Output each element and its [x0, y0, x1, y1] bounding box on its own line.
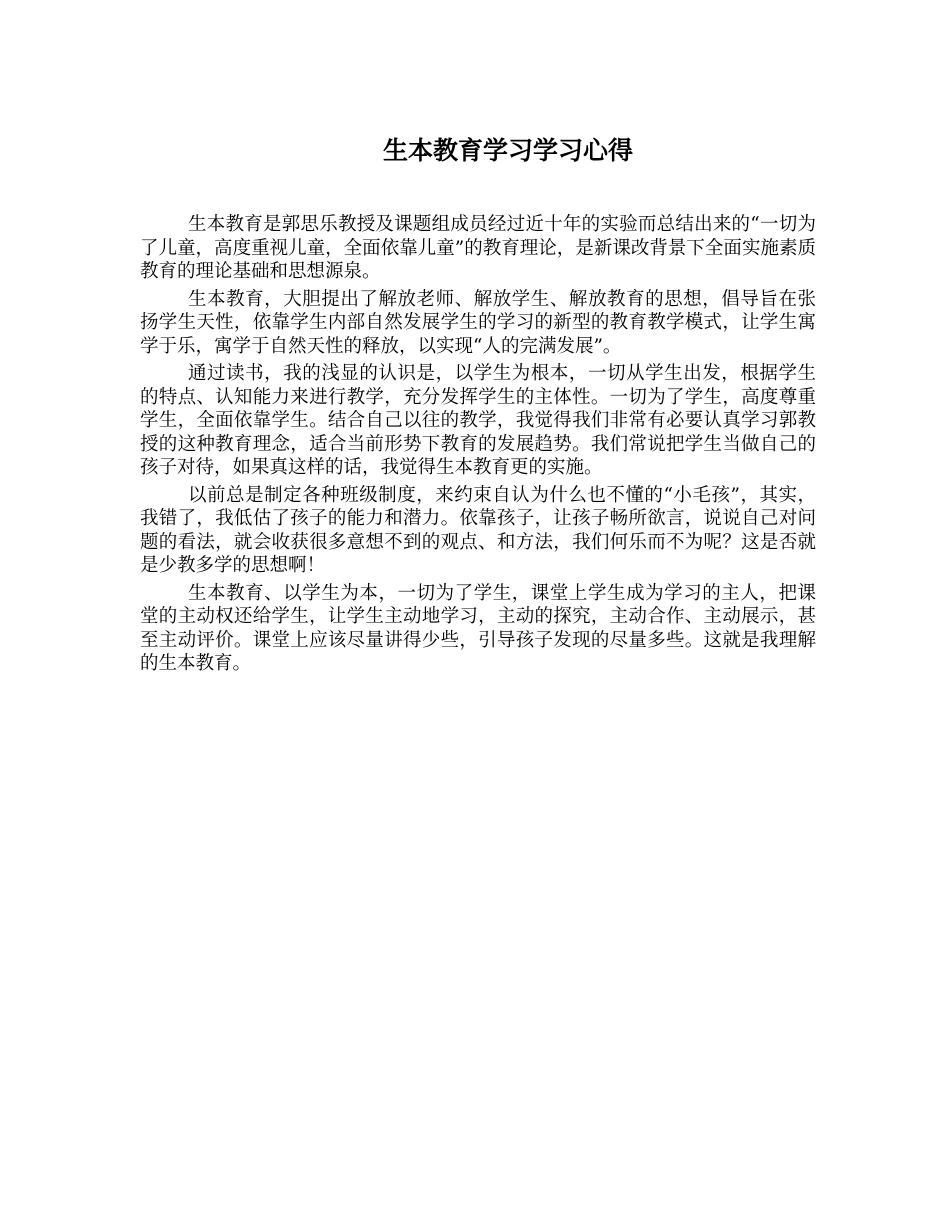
paragraph: 生本教育、以学生为本，一切为了学生，课堂上学生成为学习的主人，把课堂的主动权还给学生，让学生主动地学习，主动的探究，主动合作、主动展示，甚至主动评价。课堂上应该尽量讲得少些，引导孩子发现的尽量多些。这就是我理解的生本教育。	[140, 582, 816, 674]
paragraph: 以前总是制定各种班级制度，来约束自认为什么也不懂的“小毛孩”，其实，我错了，我低估了孩子的能力和潜力。依靠孩子，让孩子畅所欲言，说说自己对问题的看法，就会收获很多意想不到的观点、和方法，我们何乐而不为呢？这是否就是少教多学的思想啊！	[140, 484, 816, 576]
document-body	[140, 213, 816, 680]
paragraph: 生本教育，大胆提出了解放老师、解放学生、解放教育的思想，倡导旨在张扬学生天性，依靠学生内部自然发展学生的学习的新型的教育教学模式，让学生寓学于乐，寓学于自然天性的释放，以实现“人的完满发展”。	[140, 288, 816, 357]
document-title: 生本教育学习学习心得	[382, 136, 633, 165]
paragraph: 通过读书，我的浅显的认识是，以学生为根本，一切从学生出发，根据学生的特点、认知能力来进行教学，充分发挥学生的主体性。一切为了学生，高度尊重学生，全面依靠学生。结合自己以往的教学，我觉得我们非常有必要认真学习郭教授的这种教育理念，适合当前形势下教育的发展趋势。我们常说把学生当做自己的孩子对待，如果真这样的话，我觉得生本教育更的实施。	[140, 363, 816, 478]
paragraph: 生本教育是郭思乐教授及课题组成员经过近十年的实验而总结出来的“一切为了儿童，高度重视儿童，全面依靠儿童”的教育理论，是新课改背景下全面实施素质教育的理论基础和思想源泉。	[140, 214, 816, 282]
